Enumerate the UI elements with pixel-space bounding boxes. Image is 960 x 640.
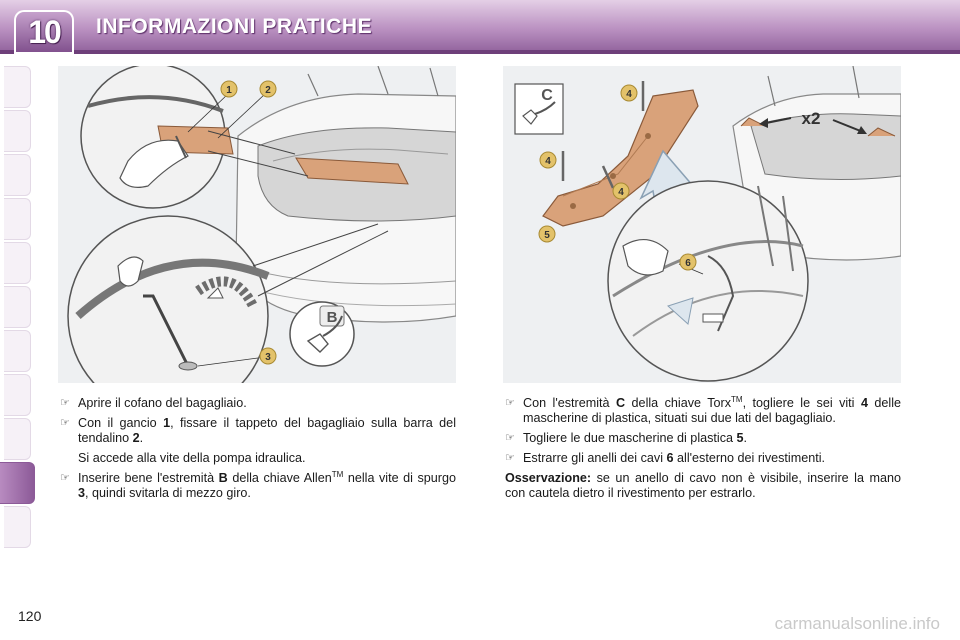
- side-tab[interactable]: [4, 330, 31, 372]
- observation-note: Osservazione: se un anello di cavo non è visibile, inserire la mano con cautela dietro il rivestimento per estrarlo.: [505, 471, 901, 500]
- trim-illustration: [503, 66, 901, 383]
- side-tab[interactable]: [4, 110, 31, 152]
- chapter-badge: [14, 10, 74, 54]
- side-tab[interactable]: [4, 418, 31, 460]
- step-allen-key: ☞ Inserire bene l'estremità B della chiave Allen™ nella vite di spurgo 3, quindi svitarla di mezzo giro.: [60, 469, 457, 500]
- side-tab[interactable]: [4, 242, 31, 284]
- pointing-hand-icon: ☞: [505, 452, 515, 464]
- callout-4a: 4: [626, 89, 632, 100]
- callout-6: 6: [685, 258, 691, 269]
- side-tab[interactable]: [4, 66, 31, 108]
- watermark[interactable]: carmanualsonline.info: [774, 614, 940, 633]
- side-tab[interactable]: [4, 198, 31, 240]
- pointing-hand-icon: ☞: [505, 397, 515, 409]
- callout-4b: 4: [545, 156, 551, 167]
- side-tab[interactable]: [4, 154, 31, 196]
- chapter-number: 10: [28, 13, 60, 50]
- pointing-hand-icon: ☞: [60, 472, 70, 484]
- step-open-trunk: ☞ Aprire il cofano del bagagliaio.: [60, 396, 247, 410]
- pointing-hand-icon: ☞: [60, 417, 70, 429]
- side-tab[interactable]: [4, 374, 31, 416]
- page-number: 120: [18, 608, 42, 624]
- count-label-x2: x2: [801, 109, 821, 128]
- step-note: Si accede alla vite della pompa idraulica.: [78, 451, 306, 465]
- instructions-right: [505, 396, 901, 501]
- callout-2: 2: [265, 85, 271, 96]
- key-label-b: B: [326, 309, 338, 326]
- side-tab[interactable]: [4, 286, 31, 328]
- chapter-side-tabs: [0, 66, 34, 576]
- callout-4c: 4: [618, 187, 624, 198]
- callout-1: 1: [226, 85, 232, 96]
- step-fix-carpet: ☞ Con il gancio 1, fissare il tappeto del bagagliaio sulla barra del tendalino 2.: [60, 416, 456, 445]
- step-remove-trims: ☞ Togliere le due mascherine di plastica 5.: [505, 431, 748, 445]
- header-underline: [0, 50, 960, 54]
- page-title: INFORMAZIONI PRATICHE: [96, 15, 373, 38]
- pointing-hand-icon: ☞: [505, 432, 515, 444]
- callout-5: 5: [544, 230, 550, 241]
- figure-trunk-hydraulic-pump: [58, 66, 456, 383]
- side-tab-active[interactable]: [0, 462, 35, 504]
- instructions-left: [60, 396, 456, 506]
- step-torx-key: ☞ Con l'estremità C della chiave Torx™, togliere le sei viti 4 delle mascherine di plastica, situati sui due lati del bagagliaio.: [505, 394, 902, 425]
- key-label-c: C: [541, 87, 553, 104]
- side-tab[interactable]: [4, 506, 31, 548]
- pointing-hand-icon: ☞: [60, 397, 70, 409]
- callout-3: 3: [265, 352, 271, 363]
- trunk-illustration: [58, 66, 456, 383]
- figure-trim-removal: [503, 66, 901, 383]
- step-pull-cable-rings: ☞ Estrarre gli anelli dei cavi 6 all'esterno dei rivestimenti.: [505, 451, 826, 465]
